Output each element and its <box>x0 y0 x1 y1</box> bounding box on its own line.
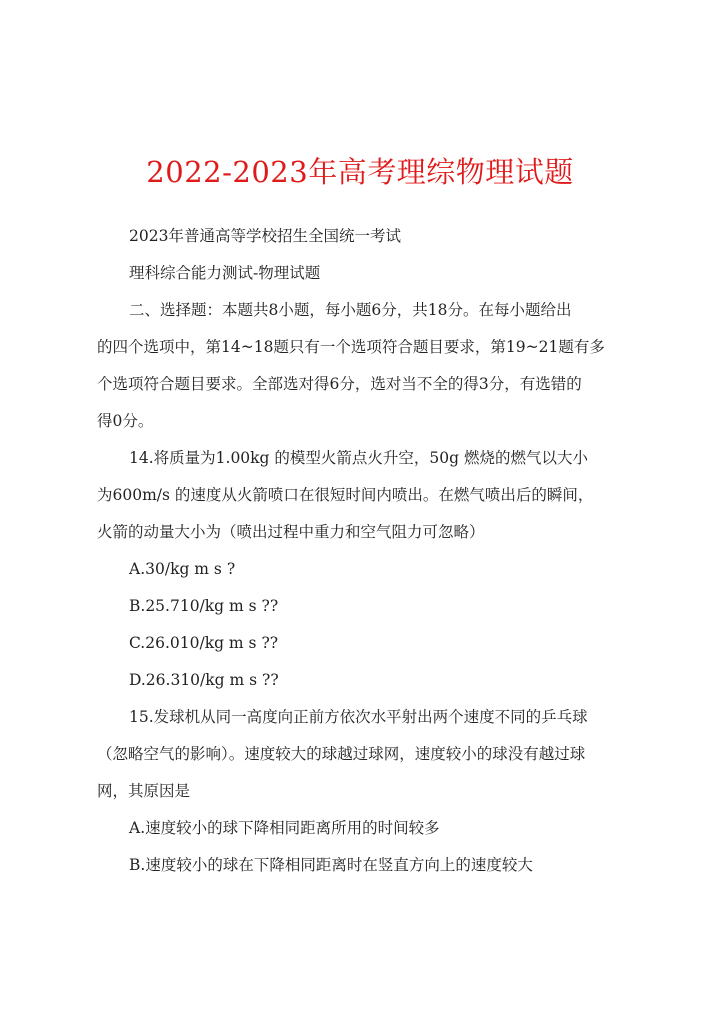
question-14-option-c: C.26.010/kg m s ?? <box>129 634 279 652</box>
exam-name: 2023年普通高等学校招生全国统一考试 <box>129 227 401 245</box>
question-15-line: （忽略空气的影响）。速度较大的球越过球网，速度较小的球没有越过球 <box>97 745 586 763</box>
question-14-option-b: B.25.710/kg m s ?? <box>129 597 279 615</box>
question-14-line: 为600m/s 的速度从火箭喷口在很短时间内喷出。在燃气喷出后的瞬间， <box>97 486 594 504</box>
question-14-option-d: D.26.310/kg m s ?? <box>129 671 279 689</box>
instructions-line: 个选项符合题目要求。全部选对得6分，选对当不全的得3分，有选错的 <box>97 375 582 393</box>
question-14-line: 14.将质量为1.00kg 的模型火箭点火升空，50g 燃烧的燃气以大小 <box>129 449 588 467</box>
instructions-line: 二、选择题：本题共8小题，每小题6分，共18分。在每小题给出 <box>129 301 572 319</box>
question-15-line: 15.发球机从同一高度向正前方依次水平射出两个速度不同的乒乓球 <box>129 708 588 726</box>
instructions-line: 得0分。 <box>97 412 154 430</box>
question-15-option-a: A.速度较小的球下降相同距离所用的时间较多 <box>129 819 440 837</box>
question-14-line: 火箭的动量大小为（喷出过程中重力和空气阻力可忽略） <box>97 523 485 541</box>
document-title: 2022-2023年高考理综物理试题 <box>146 155 574 189</box>
question-15-option-b: B.速度较小的球在下降相同距离时在竖直方向上的速度较大 <box>129 856 533 874</box>
document-body <box>97 218 630 884</box>
question-15-line: 网，其原因是 <box>97 782 191 800</box>
exam-subject: 理科综合能力测试-物理试题 <box>129 264 321 282</box>
instructions-line: 的四个选项中，第14~18题只有一个选项符合题目要求，第19~21题有多 <box>97 338 605 356</box>
question-14-option-a: A.30/kg m s ? <box>129 560 236 578</box>
